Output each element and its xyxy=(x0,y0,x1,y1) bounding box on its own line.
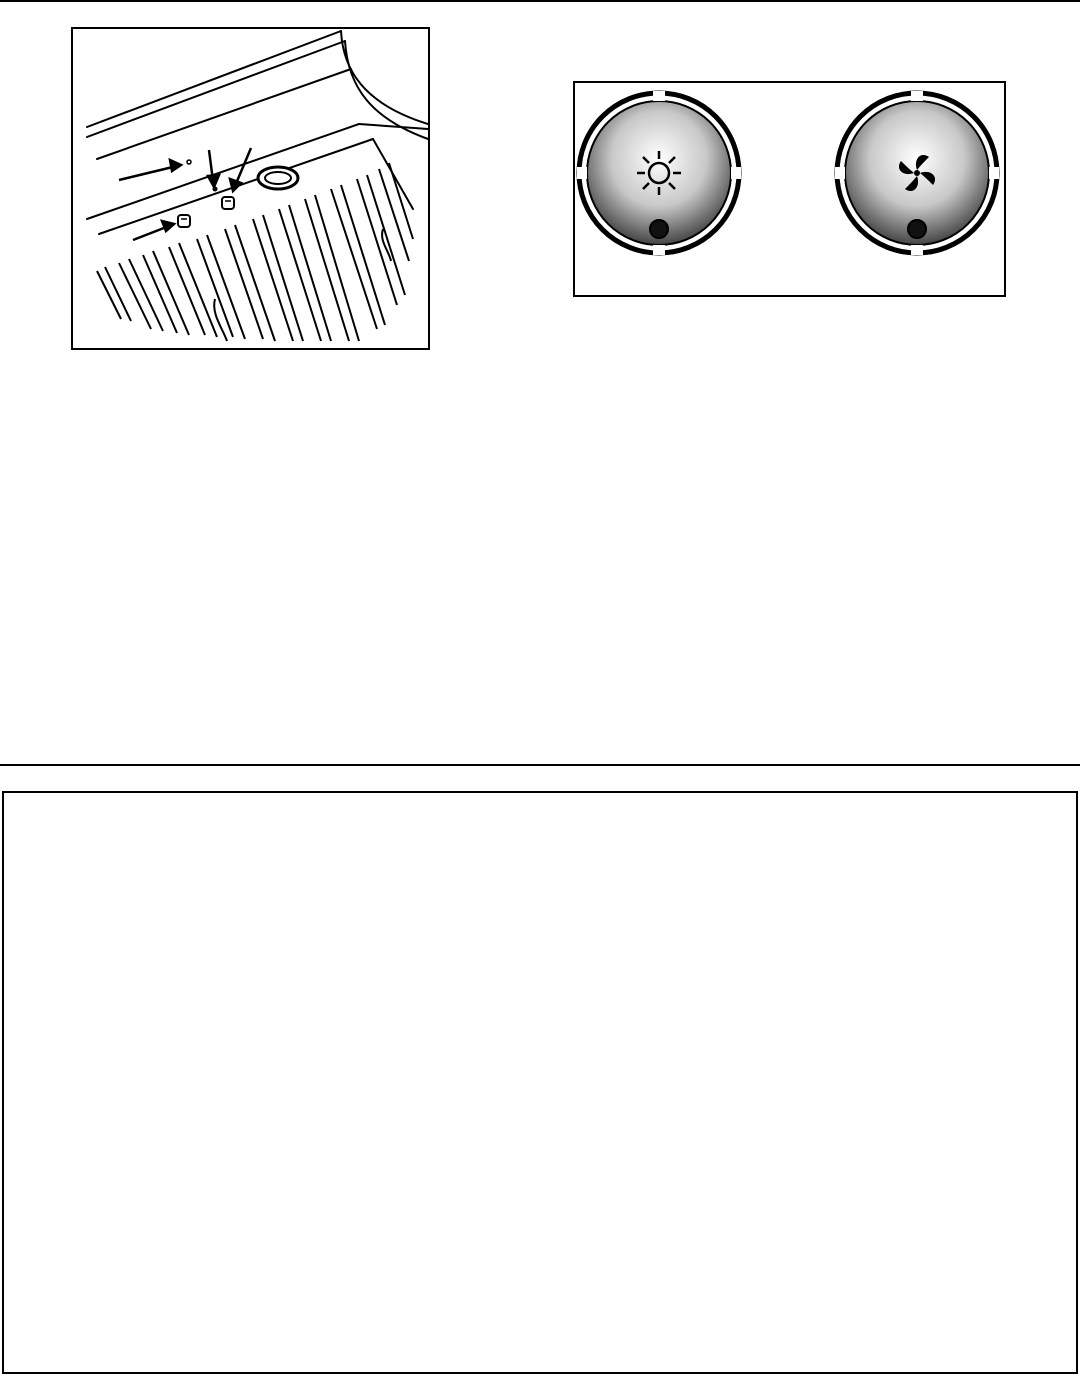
lamp-knob-icon xyxy=(222,197,234,209)
fan-control-knob[interactable] xyxy=(835,91,999,255)
controls-drawing xyxy=(575,83,1004,295)
hood-illustration xyxy=(71,27,430,350)
grease-filter-icon xyxy=(97,163,413,341)
arrow-icon xyxy=(208,150,219,187)
empty-content-frame xyxy=(2,791,1078,1374)
arrow-icon xyxy=(230,148,251,191)
light-indicator-dot-icon xyxy=(650,220,668,238)
hood-drawing xyxy=(73,29,428,348)
arrow-icon xyxy=(119,160,181,180)
section-rule xyxy=(0,764,1080,766)
fan-indicator-dot-icon xyxy=(908,220,926,238)
hood-edge-line xyxy=(97,69,351,159)
controls-illustration xyxy=(573,81,1006,297)
light-switch-knob-icon xyxy=(178,215,190,227)
fan-knob-icon xyxy=(258,167,298,189)
top-rule xyxy=(0,0,1080,2)
light-control-knob[interactable] xyxy=(577,91,741,255)
arrow-icon xyxy=(133,221,174,240)
bulb-icon xyxy=(187,160,191,164)
